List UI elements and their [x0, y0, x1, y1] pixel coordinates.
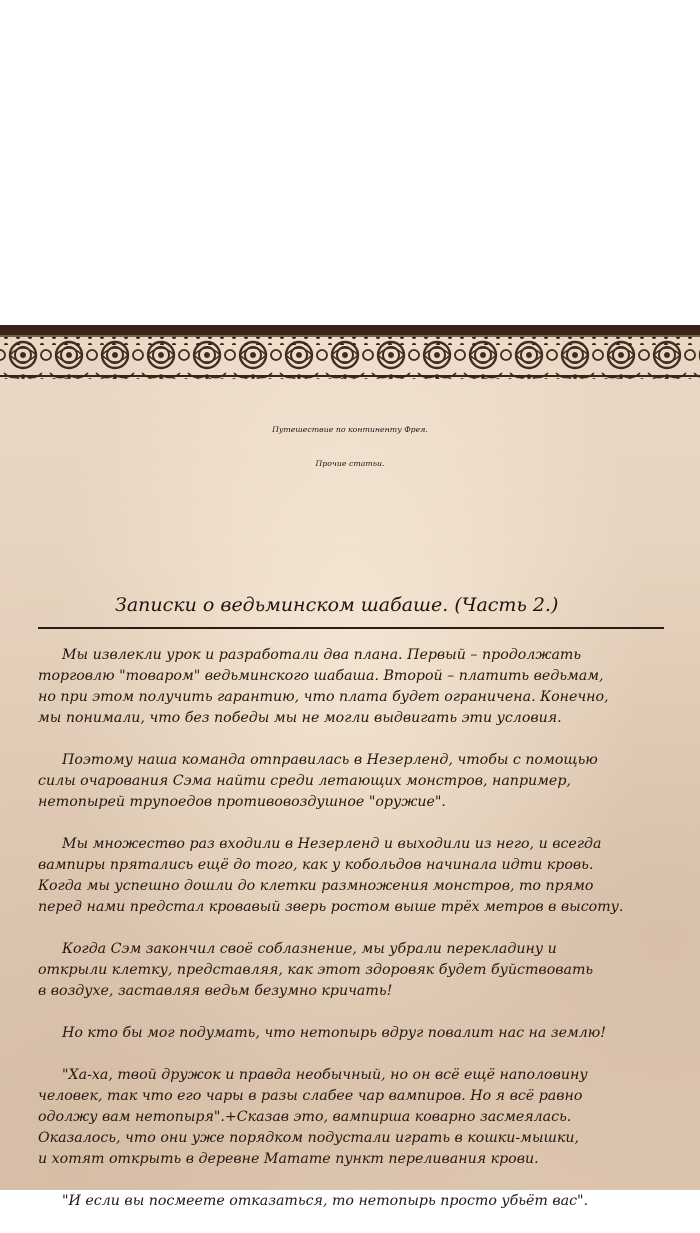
- paragraph: [38, 939, 664, 1002]
- text-line: в воздухе, заставляя ведьм безумно кричать!: [38, 983, 393, 999]
- text-line: Мы извлекли урок и разработали два плана. Первый – продолжать: [62, 647, 582, 663]
- text-line: Но кто бы мог подумать, что нетопырь вдруг повалит нас на землю!: [62, 1025, 606, 1041]
- paragraph: [38, 1023, 664, 1044]
- article-body: [38, 645, 664, 1233]
- text-line: Оказалось, что они уже порядком подустали играть в кошки-мышки,: [38, 1130, 580, 1146]
- text-line: "Ха-ха, твой дружок и правда необычный, но он всё ещё наполовину: [62, 1067, 588, 1083]
- text-line: "И если вы посмеете отказаться, то нетопырь просто убьёт вас".: [62, 1193, 589, 1209]
- text-line: Когда мы успешно дошли до клетки размножения монстров, то прямо: [38, 878, 594, 894]
- paragraph: [38, 750, 664, 813]
- section-heading: Записки о ведьминском шабаше. (Часть 2.): [115, 594, 559, 616]
- page-title-line-1: Путешествие по континенту Фрея.: [272, 425, 428, 434]
- page-title-line-2: Прочие статьи.: [315, 459, 385, 468]
- text-line: мы понимали, что без победы мы не могли выдвигать эти условия.: [38, 710, 562, 726]
- text-line: и хотят открыть в деревне Матате пункт переливания крови.: [38, 1151, 539, 1167]
- paragraph: [38, 645, 664, 729]
- text-line: Когда Сэм закончил своё соблазнение, мы убрали перекладину и: [62, 941, 557, 957]
- text-line: человек, так что его чары в разы слабее чар вампиров. Но я всё равно: [38, 1088, 583, 1104]
- text-line: вампиры прятались ещё до того, как у кобольдов начинала идти кровь.: [38, 857, 594, 873]
- parchment-page: [0, 325, 700, 1209]
- text-line: перед нами предстал кровавый зверь ростом выше трёх метров в высоту.: [38, 899, 624, 915]
- lace-border: [0, 325, 700, 387]
- text-line: Поэтому наша команда отправилась в Незерленд, чтобы с помощью: [62, 752, 598, 768]
- lace-border-pattern: [0, 325, 700, 387]
- text-line: торговлю "товаром" ведьминского шабаша. Второй – платить ведьмам,: [38, 668, 604, 684]
- text-line: нетопырей трупоедов противовоздушное "оружие".: [38, 794, 446, 810]
- blank-top-area: [0, 0, 700, 325]
- paragraph: [38, 1065, 664, 1170]
- page-title: [0, 413, 700, 481]
- text-line: но при этом получить гарантию, что плата будет ограничена. Конечно,: [38, 689, 609, 705]
- text-line: Мы множество раз входили в Незерленд и выходили из него, и всегда: [62, 836, 602, 852]
- paragraph: [38, 1191, 664, 1212]
- text-line: силы очарования Сэма найти среди летающих монстров, например,: [38, 773, 571, 789]
- text-line: открыли клетку, представляя, как этот здоровяк будет буйствовать: [38, 962, 594, 978]
- paragraph: [38, 834, 664, 918]
- text-line: одолжу вам нетопыря".+Сказав это, вампирша коварно засмеялась.: [38, 1109, 572, 1125]
- heading-divider: [38, 627, 664, 629]
